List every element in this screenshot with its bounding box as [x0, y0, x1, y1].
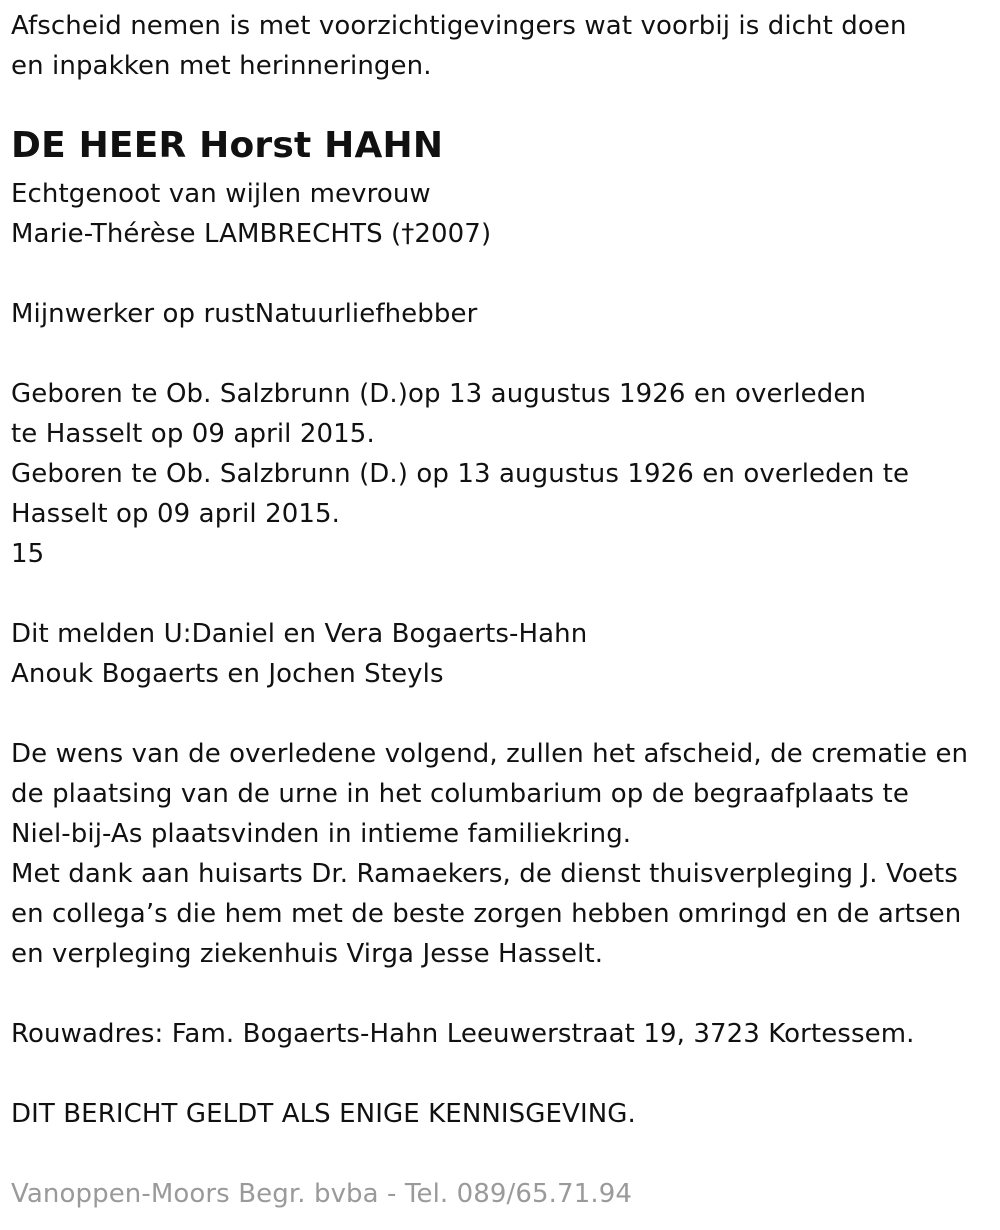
thanks-line-2: en collega’s die hem met de beste zorgen hebben omringd en de artsen [11, 899, 962, 929]
thanks-line-3: en verpleging ziekenhuis Virga Jesse Hasselt. [11, 939, 604, 969]
spouse-line-1: Echtgenoot van wijlen mevrouw [11, 179, 431, 209]
farewell-line-1: De wens van de overledene volgend, zullen het afscheid, de crematie en [11, 739, 969, 769]
deceased-title: DE HEER Horst HAHN [11, 125, 444, 166]
thanks-line-1: Met dank aan huisarts Dr. Ramaekers, de dienst thuisverpleging J. Voets [11, 859, 958, 889]
birth-death-line-1: Geboren te Ob. Salzbrunn (D.)op 13 augustus 1926 en overleden [11, 379, 867, 409]
farewell-line-3: Niel-bij-As plaatsvinden in intieme familiekring. [11, 819, 632, 849]
announced-by-line-1: Dit melden U:Daniel en Vera Bogaerts-Hahn [11, 619, 588, 649]
intro-line-2: en inpakken met herinneringen. [11, 51, 432, 81]
birth-death-line-3: Geboren te Ob. Salzbrunn (D.) op 13 augustus 1926 en overleden te [11, 459, 910, 489]
spouse-line-2: Marie-Thérèse LAMBRECHTS (†2007) [11, 219, 492, 249]
birth-death-line-5: 15 [11, 539, 45, 569]
occupation: Mijnwerker op rustNatuurliefhebber [11, 299, 478, 329]
birth-death-line-4: Hasselt op 09 april 2015. [11, 499, 341, 529]
birth-death-line-2: te Hasselt op 09 april 2015. [11, 419, 375, 449]
announced-by-line-2: Anouk Bogaerts en Jochen Steyls [11, 659, 444, 689]
intro-line-1: Afscheid nemen is met voorzichtigevingers wat voorbij is dicht doen [11, 11, 907, 41]
farewell-line-2: de plaatsing van de urne in het columbarium op de begraafplaats te [11, 779, 909, 809]
mourning-address: Rouwadres: Fam. Bogaerts-Hahn Leeuwerstraat 19, 3723 Kortessem. [11, 1019, 915, 1049]
sole-notice: DIT BERICHT GELDT ALS ENIGE KENNISGEVING. [11, 1099, 636, 1129]
funeral-home-footer: Vanoppen-Moors Begr. bvba - Tel. 089/65.71.94 [11, 1179, 632, 1209]
